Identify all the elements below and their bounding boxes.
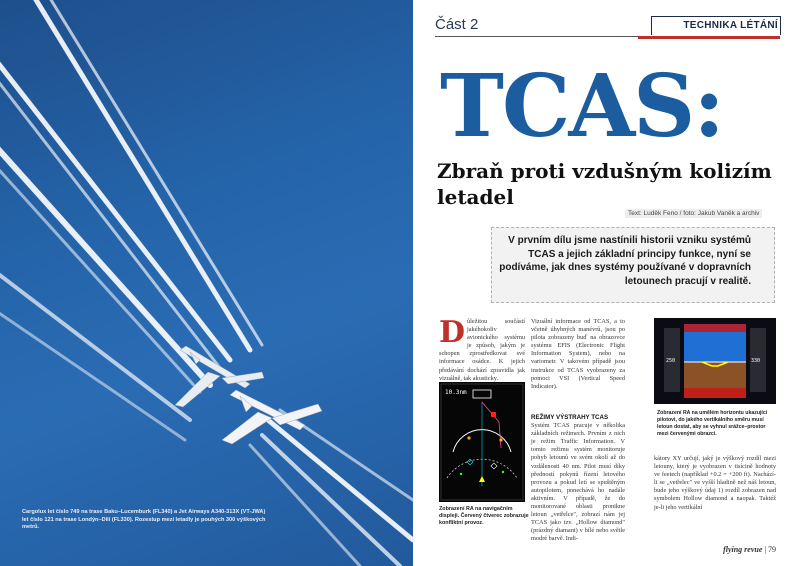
article-credit: Text: Luděk Feno / foto: Jakub Vaněk a archiv [625, 209, 762, 218]
photo-caption: Cargolux let číslo 749 na trase Baku–Lucemburk (FL340) a Jet Airways A340-313X (VT-JWA) let číslo 121 na trase Londýn–Dilí (FL330). Rozestup mezi letadly je pouhých 300 výškových metrů. [22, 509, 266, 530]
pfd-screen-illustration [654, 318, 776, 404]
body-column-1 [439, 315, 525, 383]
body-text-2b: Systém TCAS pracuje v několika základních režimech. Prvním z nich je režim Traffic Information. V tomto režimu systém monitoruje pohyb letounů ve svém okolí až do vzdálenosti 40 nm. Pilot musí díky předností pokynů řízení letového provozu a pokud letí se spuštěným autopilotem, ponechává ho nadále aktivním. V případě, že do monitorované oblasti pronikne letoun „vetřelce", zobrazí nám jej TCAS jako tzv. „Hollow diamond" (prázdný diamant) v bílé nebo světle modré barvě. Indi- [531, 422, 625, 543]
page-footer [723, 545, 776, 554]
article-title: TCAS: [440, 56, 724, 157]
body-text-3: kátory XY určují, jaký je výškový rozdíl mezi letouny, který je vyobrazen v tisícině hodnoty ve feetech (například +0.2 = +200 ft). Nachází-li se „vetřelec" ve vyšší hladině než náš letoun, bude jeho výškový údaj 1) rozdíl zobrazen nad symbolem Hollow diamond a naopak. Taktéž je-li jeho vertikální [654, 455, 776, 511]
body-text-1: ůležitou součástí jakéhokoliv avionického systému je způsob, jakým je schopen zprostředkovat své informace osádce. K jejich předávání dochází zpravidla jak vizuálně, tak akusticky. [439, 318, 525, 382]
section-heading: REŽIMY VÝSTRAHY TCAS [531, 414, 609, 421]
pfd-figure-caption: Zobrazení RA na umělém horizontu ukazující pilotovi, do jakého vertikálního směru musí letoun dostat, aby se vyhnul srážce–prostor mezi červenými obrazci. [657, 410, 768, 437]
drop-cap: D [439, 315, 466, 350]
pfd-figure [654, 318, 776, 404]
page-number: 79 [768, 545, 776, 554]
article-page [413, 0, 800, 566]
body-text-2: Vizuální informace od TCAS, a to včetně úhybných manévrů, jsou po pilota zobrazeny buď na obrazovce systému EFIS (Electronic Flight Information System), nebo na variometr. V takovém případě jsou instrukce od TCAS vyobrazeny za pomoci VSI (Vertical Speed Indicator). [531, 318, 625, 390]
header-accent-bar [638, 36, 780, 39]
footer-separator: | [764, 545, 768, 554]
aircraft-2 [222, 390, 322, 444]
svg-text:10.3nm: 10.3nm [445, 389, 467, 396]
lead-paragraph: V prvním dílu jsme nastínili historii vzniku systémů TCAS a jejich základní principy funkce, nyní se podíváme, jak dnes systémy používané v dopravních letounech pracují v realitě. [499, 235, 751, 287]
body-column-3 [654, 455, 776, 512]
svg-text:330: 330 [751, 358, 761, 364]
nd-screen-illustration [439, 382, 525, 502]
svg-text:250: 250 [666, 358, 676, 364]
navigation-display-figure [439, 382, 525, 502]
article-subtitle: Zbraň proti vzdušným kolizím letadel [437, 159, 772, 209]
nd-figure-caption: Zobrazení RA na navigačním displeji. Červený čtverec zobrazuje konfliktní provoz. [439, 506, 529, 526]
section-label: Část 2 [435, 16, 479, 33]
category-tag: TECHNIKA LÉTÁNÍ [683, 20, 778, 31]
body-column-2b [531, 414, 625, 544]
body-column-2 [531, 318, 625, 391]
magazine-name: flying revue [723, 545, 763, 554]
